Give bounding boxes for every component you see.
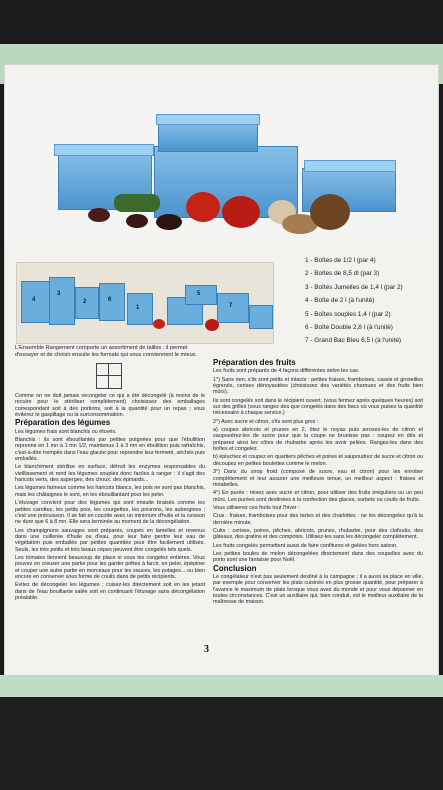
thumb-box — [249, 305, 273, 329]
photo-caption: L'Ensemble Rangement comporte un assortiment de tailles ; il permet d'essayer et de choisir ensuite les formats qui vous conviennent le mieux. — [15, 345, 198, 358]
legend-item: 5 - Boîtes souples 1,4 l (par 2) — [305, 310, 391, 318]
container-lid — [54, 144, 154, 156]
paragraph: 4°) En purée : mixez avec sucre et citron, pour utiliser des fruits irréguliers ou un peu mûrs. Les purées sont destinées à la confection des glaces, sorbets ou coulis de fruits. — [213, 490, 423, 503]
paragraph: 3°) Dans du sirop froid (composé de sucre, eau et citron) pour les enrober complètement et leur assurer une meilleure tenue, un meilleur aspect : fraises et mirabelles. — [213, 469, 423, 488]
thumb-box — [21, 281, 51, 323]
paragraph: Vous utiliserez ces fruits tout l'hiver : — [213, 504, 300, 511]
paragraph: Les légumes farineux comme les haricots blancs, les pois ne sont pas blanchis, mais les châtaignes le sont, en les ébouillantant pour les peler. — [15, 485, 205, 498]
size-diagram — [96, 363, 122, 389]
container-lid — [304, 160, 396, 172]
thumb-box — [99, 283, 125, 321]
legend-item: 6 - Boîte Double 2,8 l (à l'unité) — [305, 324, 393, 332]
paragraph: a) coupez abricots et prunes en 2, ôtez le noyau puis arrosez-les de citron et saupoudrez-les de sucre pour que la coupe ne brunisse pas : coupez en dés et préparez ainsi les côtes de rhubarbe après les avoir pelées. Rangez-les dans des boîtes et congelez. — [213, 427, 423, 453]
paragraph: Ils sont congelés soit dans le récipient ouvert, (vous fermez après quelques heures) soit sur des grilles (vous rangez des que congelés dans des bacs où vous puisez la quantité nécessaire à chaque service.) — [213, 397, 423, 417]
paragraph: Les légumes frais sont blanchis ou étuvés. — [15, 428, 117, 435]
paragraph: Les tomates tiennent beaucoup de place si vous les congelez entières. Vous pouvez en creuser une partie pour les garder prêtes à farcir, en peler, épépiner et couper une autre partie en morceaux pour les sauces, les potages... ou bien encore en conserver sous forme de coulis dans de petits récipients. — [15, 554, 205, 580]
containers-photo — [6, 76, 432, 246]
page-number: 3 — [204, 644, 209, 655]
tomato-decoration — [153, 319, 165, 329]
legend-item: 3 - Boîtes Jumelles de 1,4 l (par 2) — [305, 283, 403, 291]
olive-decoration — [126, 214, 148, 228]
container-number: 3 — [57, 291, 61, 297]
paragraph: b) épluchez et coupez en quartiers pêches et poires et saupoudrez de sucre et citron ou découpez en petites boulettes comme le melon. — [213, 454, 423, 467]
paragraph: Les champignons sauvages sont préparés, coupés en lamelles et revenus dans une cuillerée d'huile ou d'eau, pour leur faire perdre leur eau de végétation puis emballés par petites quantités pour être facilement utilisés. Seuls, les très petits et très beaux cèpes peuvent être congelés tels quels. — [15, 527, 205, 553]
olive-decoration — [156, 214, 182, 230]
thumb-box — [185, 285, 217, 305]
olive-decoration — [88, 208, 110, 222]
thumb-box — [49, 277, 75, 325]
container-legend — [305, 254, 435, 348]
legend-item: 4 - Boîte de 2 l (à l'unité) — [305, 297, 375, 305]
tomato-decoration — [205, 319, 219, 331]
section-heading-conclusion: Conclusion — [213, 563, 257, 573]
table-surface — [0, 697, 443, 790]
paragraph: Le blanchiment stérilise en surface, détruit les enzymes responsables du vieillissement et rend les légumes souples donc faciles à ranger : il s'agit des haricots verts, des asperges, des choux, des épinards... — [15, 464, 205, 484]
container-number: 2 — [83, 299, 87, 305]
conclusion-paragraph: Le congélateur n'est pas seulement destiné à la campagne ; il a aussi sa place en ville, par exemple pour conserver les plats cuisinés en plus grosse quantité, pour préparer à l'avance le maximum de plats lorsque vous avez du monde et pour vous dépanner en toutes circonstances. C'est un auxiliaire qui, bien conduit, est le meilleur auxiliaire de la maîtresse de maison. — [213, 573, 423, 606]
numbered-containers-photo — [16, 262, 274, 344]
legend-item: 1 - Boîtes de 1/2 l (par 4) — [305, 257, 376, 264]
container-number: 1 — [136, 305, 140, 311]
paragraph: Les fruits sont préparés de 4 façons différentes selon les cas. — [213, 368, 360, 375]
green-binder-bottom — [0, 675, 443, 697]
paragraph: 2°) Avec sucre et citron, s'ils sont plus gros : — [213, 418, 319, 425]
paragraph: Blanchis : ils sont ébouillantés par petites poignées pour que l'ébullition reprenne en 1 mn à 1 mn 1/2, maintenus 1 à 3 mn en ébullition puis rafraîchis, c'est-à-dire trempés dans l'eau glacée pour reprendre leur fermeté, séchés puis emballés. — [15, 437, 205, 463]
intro-paragraph: Comme on ne doit jamais recongeler ce qui a été décongelé (à moins de le recuire pour le stériliser complètement) choisissez des emballages correspondant soit à des portions, soit à la quantité pour un repas ; vous éviterez le gaspillage ou la surconsommation. — [15, 393, 205, 419]
legend-item: 7 - Grand Bac Bleu 6,5 l (à l'unité) — [305, 337, 402, 345]
paragraph: Evitez de décongeler les légumes ; cuisez-les directement soit en les jetant dans de l'eau bouillante salée soit en continuant l'étuvage sans décongélation préalable. — [15, 582, 205, 601]
tomato-decoration — [222, 196, 260, 228]
zucchini-decoration — [114, 194, 160, 212]
paragraph: Les petites boules de melon décongelées directement dans des coupelles avec du porto sont une fantaisie pour Noël. — [213, 550, 423, 564]
thumb-box — [127, 293, 153, 325]
thumb-box — [75, 287, 99, 319]
right-column — [213, 360, 423, 608]
paragraph: Les fruits congelés permettent aussi de faire confitures et gelées hors saison. — [213, 542, 398, 549]
container-number: 4 — [32, 297, 36, 303]
container-number: 5 — [197, 291, 201, 297]
paragraph: 1°) Sans rien, s'ils sont petits et intacts : petites fraises, framboises, cassis et groseilles égrenés, cerises dénoyautées (choisissez des variétés charnues et des fruits bien mûrs). — [213, 376, 423, 396]
container-lid — [156, 114, 260, 125]
section-heading-fruits: Préparation des fruits — [213, 358, 296, 367]
container-number: 6 — [108, 297, 112, 303]
tomato-decoration — [186, 192, 220, 222]
paragraph: Crus : fraises, framboises pour des tartes et des charlottes : ne les décongelez qu'à la dernière minute. — [213, 513, 423, 526]
legend-item: 2 - Boîtes de 8,5 dl (par 3) — [305, 270, 380, 278]
thumb-box — [217, 293, 249, 323]
container-number: 7 — [229, 303, 233, 309]
paragraph: Cuits : cerises, poires, pêches, abricots, prunes, rhubarbe, pour des clafoutis, des gâteaux, des gratins et des compotes. Utilisez-les sans les décongeler complètement. — [213, 527, 423, 541]
section-heading-vegetables: Préparation des légumes — [15, 418, 111, 428]
paragraph: L'étuvage convient pour des légumes qui sont ensuite braisés comme les petites carottes, les petits pois, les courgettes, les poivrons, les aubergines ; c'est une précuisson. Il se fait en cocotte avec un minimum d'huile et la cuisson ne dure que 6 à 8 mn. Elle sera terminée au moment de la décongélation. — [15, 500, 205, 526]
mushroom-decoration — [310, 194, 350, 230]
left-column — [15, 393, 205, 603]
